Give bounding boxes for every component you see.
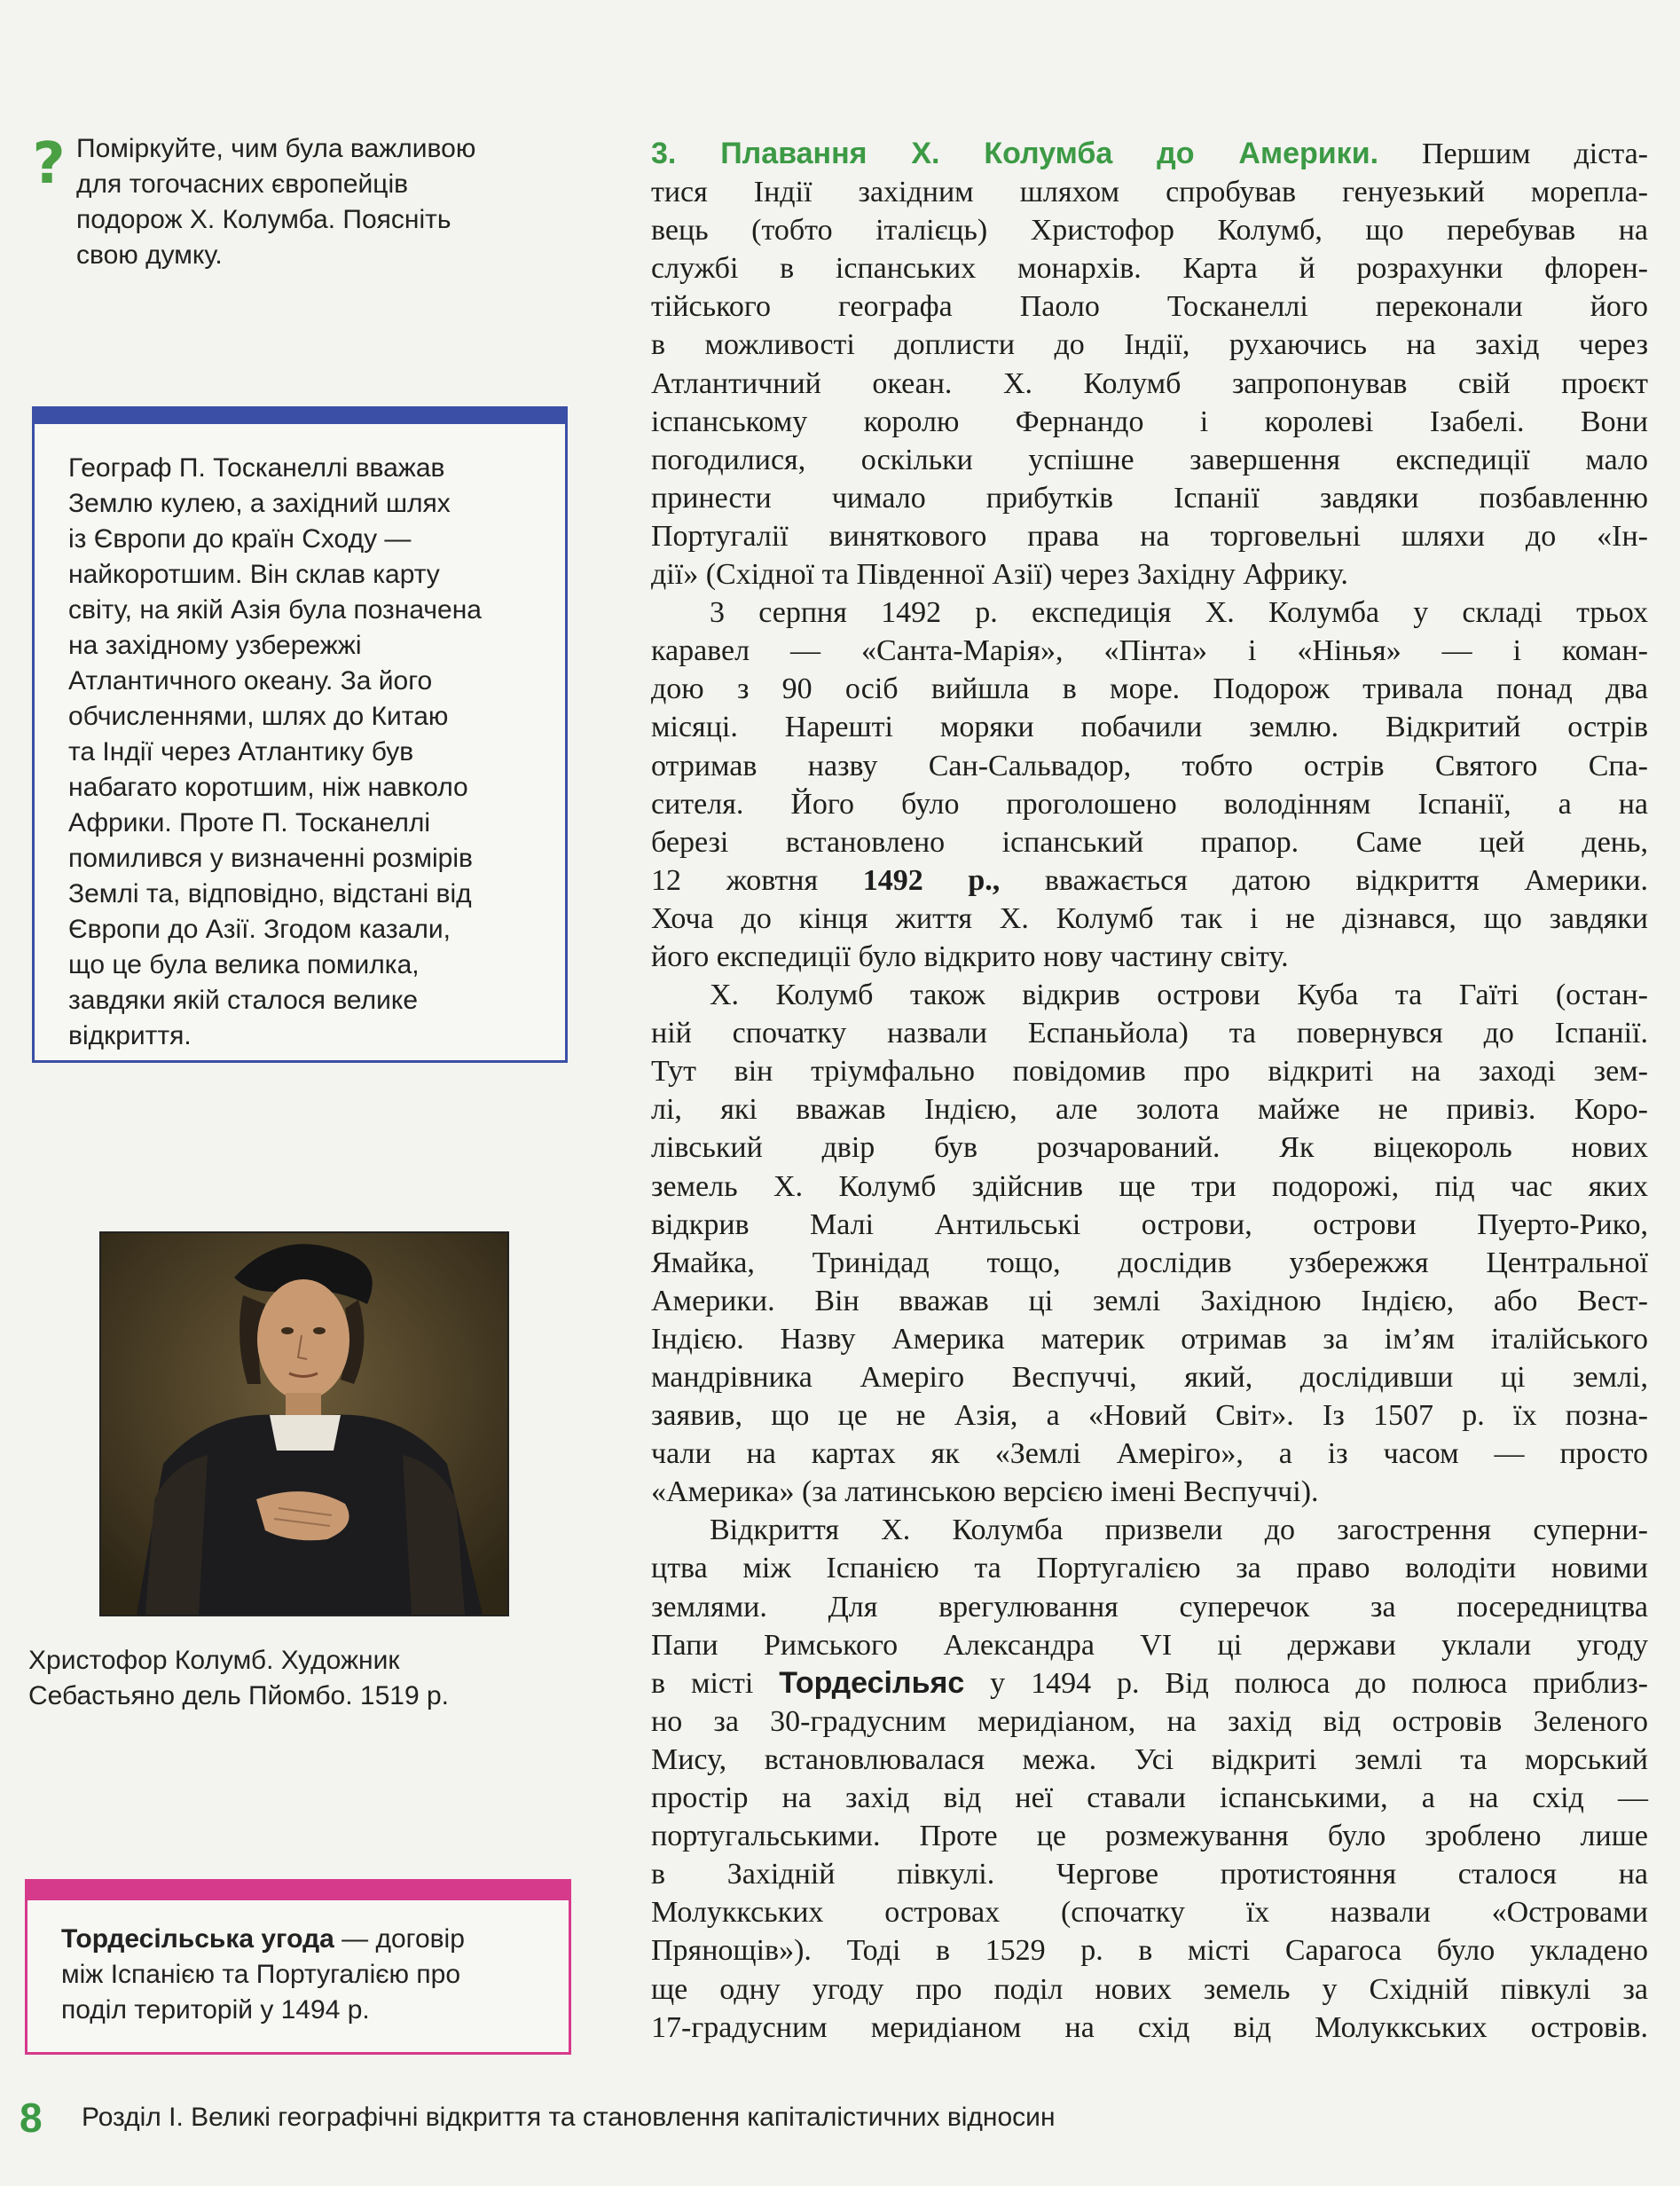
caption-line: Себастьяно дель Пйомбо. 1519 р. xyxy=(28,1681,449,1710)
text-line: ще одну угоду про поділ нових земель у Східній півкулі за xyxy=(651,1972,1648,2006)
definition-term: Тордесільська угода xyxy=(61,1924,334,1954)
info-line: обчисленнями, шлях до Китаю xyxy=(68,702,449,731)
info-line: Землі та, відповідно, відстані від xyxy=(68,879,472,908)
definition-line: між Іспанією та Португалією про xyxy=(61,1960,460,1989)
info-line: на західному узбережжі xyxy=(68,631,362,660)
text-line: Атлантичний океан. Х. Колумб запропонував свій проєкт xyxy=(651,366,1648,400)
info-line: завдяки якій сталося велике xyxy=(68,986,419,1015)
text-line: чали на картах як «Землі Амеріго», а із часом — просто xyxy=(651,1437,1648,1471)
text-line: «Америка» (за латинською версією імені Веспуччі). xyxy=(651,1475,1319,1509)
text-line: дою з 90 осіб вийшла в море. Подорож тривала понад два xyxy=(651,672,1648,706)
text-fragment: у 1494 р. Від полюса до полюса приблиз- xyxy=(964,1666,1648,1700)
text-line: Тут він тріумфально повідомив про відкриті на заході зем- xyxy=(651,1055,1648,1089)
text-line: погодилися, оскільки успішне завершення експедиції мало xyxy=(651,443,1648,476)
text-line: простір на захід від неї ставали іспанськими, а на схід — xyxy=(651,1781,1648,1815)
text-line: Ямайка, Тринідад тощо, дослідив узбережжя Центральної xyxy=(651,1246,1648,1279)
text-line: сителя. Його було проголошено володінням Іспанії, а на xyxy=(651,787,1648,821)
main-text xyxy=(651,135,1648,2047)
text-line: Мису, встановлювалася межа. Усі відкриті землі та морський xyxy=(651,1742,1648,1776)
text-line: Хоча до кінця життя Х. Колумб так і не дізнався, що завдяки xyxy=(651,901,1648,935)
text-line: заявив, що це не Азія, а «Новий Світ». Із 1507 р. їх позна- xyxy=(651,1399,1648,1433)
text-line: землями. Для врегулювання суперечок за посередництва xyxy=(651,1590,1648,1624)
text-fragment: Першим діста- xyxy=(1378,138,1649,170)
columbus-portrait xyxy=(99,1231,509,1616)
text-fragment: в місті xyxy=(651,1666,780,1700)
text-line: в Західній півкулі. Чергове протистояння сталося на xyxy=(651,1858,1648,1891)
text-line: Америки. Він вважав ці землі Західною Індією, або Вест- xyxy=(651,1284,1648,1317)
text-line: вець (тобто італієць) Христофор Колумб, що перебував на xyxy=(651,214,1648,248)
text-line: отримав назву Сан-Сальвадор, тобто острів Святого Спа- xyxy=(651,749,1648,782)
section-title: 3. Плавання Х. Колумба до Америки. xyxy=(651,137,1379,170)
text-line: місяці. Нарешті моряки побачили землю. Відкритий острів xyxy=(651,711,1648,744)
text-line: принести чимало прибутків Іспанії завдяки позбавленню xyxy=(651,481,1648,515)
text-line: Х. Колумб також відкрив острови Куба та Гаїті (остан- xyxy=(710,979,1648,1012)
info-line: відкриття. xyxy=(68,1021,192,1050)
definition-line: поділ територій у 1494 р. xyxy=(61,1995,370,2025)
info-line: світу, на якій Азія була позначена xyxy=(68,595,482,625)
question-line: свою думку. xyxy=(76,240,223,270)
text-line: каравел — «Санта-Марія», «Пінта» і «Нінья» — і коман- xyxy=(651,634,1648,668)
text-line xyxy=(651,135,1648,173)
text-line: но за 30-градусним меридіаном, на захід від островів Зеленого xyxy=(651,1704,1648,1738)
text-line: 3 серпня 1492 р. експедиція Х. Колумба у складі трьох xyxy=(710,596,1648,630)
info-line: Атлантичного океану. За його xyxy=(68,666,433,696)
text-line: Прянощів»). Тоді в 1529 р. в місті Сарагоса було укладено xyxy=(651,1934,1648,1968)
page-number: 8 xyxy=(20,2095,43,2141)
text-line: ній спочатку назвали Еспаньйола) та повернувся до Іспанії. xyxy=(651,1017,1648,1050)
definition-box-tordesillas xyxy=(25,1879,571,2055)
info-line: найкоротшим. Він склав карту xyxy=(68,560,440,589)
info-line: Землю кулею, а західний шлях xyxy=(68,489,451,518)
text-line: в можливості доплисти до Індії, рухаючись на захід через xyxy=(651,328,1648,362)
text-line xyxy=(651,861,1648,900)
question-line: подорож Х. Колумба. Поясніть xyxy=(76,205,451,234)
question-prompt xyxy=(76,131,573,273)
text-line: португальськими. Проте це розмежування було зроблено лише xyxy=(651,1820,1648,1853)
text-line: лі, які вважав Індією, але золота майже не привіз. Коро- xyxy=(651,1093,1648,1127)
info-line: Африки. Проте П. Тосканеллі xyxy=(68,808,431,837)
text-line: тійського географа Паоло Тосканеллі переконали його xyxy=(651,290,1648,324)
text-line: лівський двір був розчарований. Як віцекороль нових xyxy=(651,1131,1648,1165)
info-line: Географ П. Тосканеллі вважав xyxy=(68,453,445,483)
text-line xyxy=(651,1664,1648,1702)
text-line: цтва між Іспанією та Португалією за право володіти новими xyxy=(651,1552,1648,1585)
portrait-caption xyxy=(28,1643,578,1714)
text-line: дії» (Східної та Південної Азії) через Західну Африку. xyxy=(651,558,1348,592)
info-line: набагато коротшим, ніж навколо xyxy=(68,773,468,802)
text-line: Індією. Назву Америка материк отримав за ім’ям італійського xyxy=(651,1322,1648,1356)
info-line: та Індії через Атлантику був xyxy=(68,737,414,767)
text-line: іспанському королю Фернандо і королеві Ізабелі. Вони xyxy=(651,405,1648,438)
text-line: тися Індії західним шляхом спробував генуезький морепла- xyxy=(651,176,1648,209)
definition-line xyxy=(61,1922,558,1957)
info-line: Європи до Азії. Згодом казали, xyxy=(68,915,451,944)
text-line: Папи Римського Александра VI ці держави уклали угоду xyxy=(651,1628,1648,1662)
text-fragment: вважається датою відкриття Америки. xyxy=(1000,863,1648,897)
text-line: мандрівника Амеріго Веспуччі, який, дослідивши ці землі, xyxy=(651,1361,1648,1394)
text-line: відкрив Малі Антильські острови, острови Пуерто-Рико, xyxy=(651,1207,1648,1241)
question-line: Поміркуйте, чим була важливою xyxy=(76,134,476,163)
text-line: його експедиції було відкрито нову частину світу. xyxy=(651,940,1289,973)
term-tordesillas: Тордесільяс xyxy=(779,1665,965,1700)
definition-text xyxy=(61,1922,558,2028)
portrait-illustration xyxy=(101,1233,507,1615)
text-fragment: 12 жовтня xyxy=(651,863,863,897)
text-line: Молуккських островах (спочатку їх назвали «Островами xyxy=(651,1896,1648,1930)
text-line: Відкриття Х. Колумба призвели до загострення суперни- xyxy=(710,1514,1648,1547)
text-line: 17-градусним меридіаном на схід від Молуккських островів. xyxy=(651,2010,1648,2044)
question-mark-icon: ? xyxy=(32,131,66,197)
text-line: Португалії виняткового права на торговельні шляхи до «Ін- xyxy=(651,519,1648,553)
text-line: березі встановлено іспанський прапор. Саме цей день, xyxy=(651,825,1648,859)
info-line: що це була велика помилка, xyxy=(68,950,420,979)
info-line: помилився у визначенні розмірів xyxy=(68,844,473,873)
definition-text-part: — договір xyxy=(334,1924,465,1954)
discovery-date: 1492 р., xyxy=(862,863,1001,897)
question-line: для тогочасних європейців xyxy=(76,169,409,199)
info-line: із Європи до країн Сходу — xyxy=(68,524,412,554)
text-line: земель Х. Колумб здійснив ще три подорожі, під час яких xyxy=(651,1169,1648,1203)
caption-line: Христофор Колумб. Художник xyxy=(28,1646,400,1675)
running-footer: Розділ І. Великі географічні відкриття та становлення капіталістичних відносин xyxy=(82,2103,1056,2132)
text-line: службі в іспанських монархів. Карта й розрахунки флорен- xyxy=(651,252,1648,286)
info-box-toscanelli xyxy=(32,406,568,1063)
info-box-text xyxy=(68,451,552,1054)
